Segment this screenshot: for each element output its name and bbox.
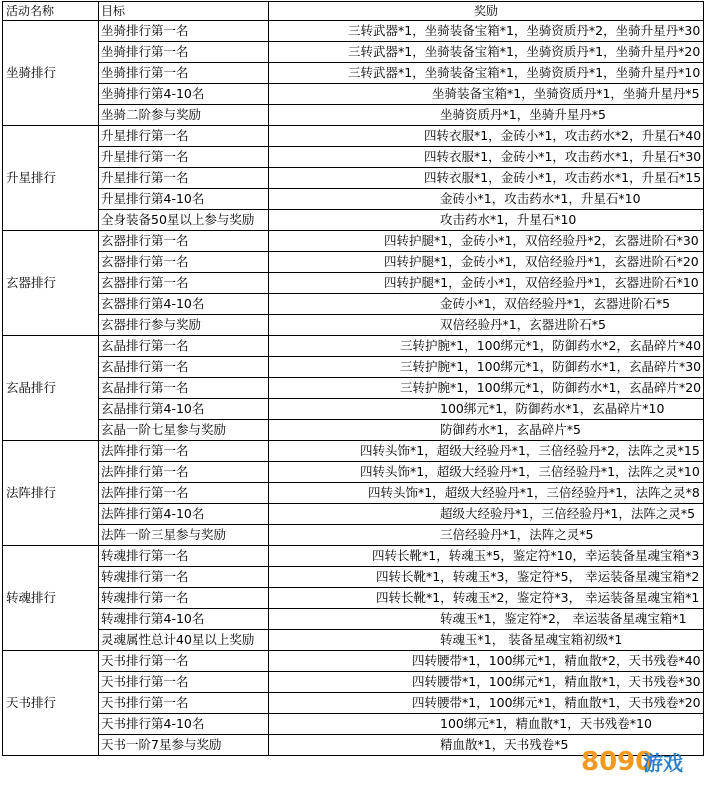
reward-cell: 防御药水*1，玄晶碎片*5: [269, 420, 704, 441]
target-cell: 玄器排行第一名: [99, 252, 269, 273]
table-row: [3, 630, 704, 651]
table-row: [3, 21, 704, 42]
target-cell: 法阵排行第4-10名: [99, 504, 269, 525]
table-row: [3, 378, 704, 399]
reward-cell: 四转头饰*1，超级大经验丹*1，三倍经验丹*2，法阵之灵*15: [269, 441, 704, 462]
target-cell: 天书一阶7星参与奖励: [99, 735, 269, 756]
reward-cell: 四转腰带*1，100绑元*1，精血散*2，天书残卷*40: [269, 651, 704, 672]
reward-cell: 100绑元*1，精血散*1，天书残卷*10: [269, 714, 704, 735]
header-activity: 活动名称: [3, 2, 99, 21]
reward-cell: 转魂玉*1， 装备星魂宝箱初级*1: [269, 630, 704, 651]
target-cell: 转魂排行第一名: [99, 567, 269, 588]
target-cell: 玄晶排行第4-10名: [99, 399, 269, 420]
reward-cell: 四转衣服*1，金砖小*1，攻击药水*2，升星石*40: [269, 126, 704, 147]
target-cell: 转魂排行第一名: [99, 588, 269, 609]
target-cell: 法阵排行第一名: [99, 441, 269, 462]
table-row: [3, 693, 704, 714]
reward-cell: 四转衣服*1，金砖小*1，攻击药水*1，升星石*30: [269, 147, 704, 168]
reward-cell: 四转长靴*1，转魂玉*3，鉴定符*5， 幸运装备星魂宝箱*2: [269, 567, 704, 588]
table-row: [3, 714, 704, 735]
reward-cell: 三转护腕*1，100绑元*1，防御药水*2，玄晶碎片*40: [269, 336, 704, 357]
reward-cell: 四转衣服*1，金砖小*1，攻击药水*1，升星石*15: [269, 168, 704, 189]
reward-cell: 金砖小*1，双倍经验丹*1，玄器进阶石*5: [269, 294, 704, 315]
reward-cell: 超级大经验丹*1，三倍经验丹*1，法阵之灵*5: [269, 504, 704, 525]
reward-cell: 四转长靴*1，转魂玉*2，鉴定符*3， 幸运装备星魂宝箱*1: [269, 588, 704, 609]
reward-cell: 四转长靴*1，转魂玉*5，鉴定符*10，幸运装备星魂宝箱*3: [269, 546, 704, 567]
target-cell: 升星排行第一名: [99, 147, 269, 168]
target-cell: 灵魂属性总计40星以上奖励: [99, 630, 269, 651]
table-row: [3, 189, 704, 210]
target-cell: 坐骑排行第一名: [99, 42, 269, 63]
reward-cell: 三转武器*1，坐骑装备宝箱*1，坐骑资质丹*1，坐骑升星丹*20: [269, 42, 704, 63]
header-target: 目标: [99, 2, 269, 21]
target-cell: 玄器排行参与奖励: [99, 315, 269, 336]
table-body: [3, 21, 704, 756]
reward-cell: 四转腰带*1，100绑元*1，精血散*1，天书残卷*20: [269, 693, 704, 714]
target-cell: 玄器排行第4-10名: [99, 294, 269, 315]
target-cell: 玄器排行第一名: [99, 231, 269, 252]
target-cell: 法阵排行第一名: [99, 483, 269, 504]
table-row: [3, 63, 704, 84]
target-cell: 坐骑排行第4-10名: [99, 84, 269, 105]
activity-name-cell: 坐骑排行: [3, 21, 99, 126]
activity-name-cell: 玄晶排行: [3, 336, 99, 441]
table-header-row: [3, 2, 704, 21]
table-row: [3, 210, 704, 231]
reward-cell: 三转武器*1，坐骑装备宝箱*1，坐骑资质丹*2，坐骑升星丹*30: [269, 21, 704, 42]
target-cell: 转魂排行第一名: [99, 546, 269, 567]
table-row: [3, 609, 704, 630]
reward-cell: 四转腰带*1，100绑元*1，精血散*1，天书残卷*30: [269, 672, 704, 693]
reward-cell: 双倍经验丹*1，玄器进阶石*5: [269, 315, 704, 336]
logo-label-text: 游戏: [643, 751, 683, 775]
table-row: [3, 126, 704, 147]
table-row: [3, 462, 704, 483]
table-row: [3, 315, 704, 336]
target-cell: 升星排行第一名: [99, 168, 269, 189]
table-row: [3, 504, 704, 525]
table-row: [3, 651, 704, 672]
table-row: [3, 294, 704, 315]
table-row: [3, 252, 704, 273]
activity-name-cell: 转魂排行: [3, 546, 99, 651]
8090-logo-icon: [579, 740, 689, 778]
table-row: [3, 567, 704, 588]
target-cell: 坐骑排行第一名: [99, 63, 269, 84]
table-row: [3, 84, 704, 105]
target-cell: 坐骑排行第一名: [99, 21, 269, 42]
table-row: [3, 588, 704, 609]
reward-cell: 精血散*1，天书残卷*5: [269, 735, 704, 756]
header-reward: 奖励: [269, 2, 704, 21]
target-cell: 天书排行第一名: [99, 672, 269, 693]
table-row: [3, 168, 704, 189]
table-row: [3, 357, 704, 378]
reward-cell: 三转护腕*1，100绑元*1，防御药水*1，玄晶碎片*20: [269, 378, 704, 399]
target-cell: 全身装备50星以上参与奖励: [99, 210, 269, 231]
target-cell: 法阵排行第一名: [99, 462, 269, 483]
reward-cell: 四转护腿*1，金砖小*1，双倍经验丹*1，玄器进阶石*10: [269, 273, 704, 294]
table-row: [3, 672, 704, 693]
target-cell: 玄晶一阶七星参与奖励: [99, 420, 269, 441]
reward-cell: 四转护腿*1，金砖小*1，双倍经验丹*2，玄器进阶石*30: [269, 231, 704, 252]
table-row: [3, 336, 704, 357]
target-cell: 坐骑二阶参与奖励: [99, 105, 269, 126]
target-cell: 玄晶排行第一名: [99, 336, 269, 357]
activity-name-cell: 升星排行: [3, 126, 99, 231]
reward-cell: 转魂玉*1，鉴定符*2， 幸运装备星魂宝箱*1: [269, 609, 704, 630]
reward-cell: 四转护腿*1，金砖小*1，双倍经验丹*1，玄器进阶石*20: [269, 252, 704, 273]
target-cell: 天书排行第一名: [99, 651, 269, 672]
reward-cell: 攻击药水*1，升星石*10: [269, 210, 704, 231]
reward-cell: 坐骑装备宝箱*1，坐骑资质丹*1，坐骑升星丹*5: [269, 84, 704, 105]
target-cell: 玄晶排行第一名: [99, 378, 269, 399]
activity-name-cell: 天书排行: [3, 651, 99, 756]
table-row: [3, 105, 704, 126]
target-cell: 玄器排行第一名: [99, 273, 269, 294]
table-row: [3, 42, 704, 63]
reward-table-wrapper: [2, 1, 704, 756]
activity-name-cell: 法阵排行: [3, 441, 99, 546]
reward-cell: 100绑元*1，防御药水*1，玄晶碎片*10: [269, 399, 704, 420]
table-row: [3, 546, 704, 567]
target-cell: 玄晶排行第一名: [99, 357, 269, 378]
reward-cell: 四转头饰*1，超级大经验丹*1，三倍经验丹*1，法阵之灵*10: [269, 462, 704, 483]
target-cell: 天书排行第一名: [99, 693, 269, 714]
reward-cell: 三转武器*1，坐骑装备宝箱*1，坐骑资质丹*1，坐骑升星丹*10: [269, 63, 704, 84]
reward-cell: 三倍经验丹*1，法阵之灵*5: [269, 525, 704, 546]
table-row: [3, 147, 704, 168]
table-row: [3, 399, 704, 420]
table-row: [3, 231, 704, 252]
logo-number-text: 8090: [581, 747, 654, 777]
activity-name-cell: 玄器排行: [3, 231, 99, 336]
table-row: [3, 420, 704, 441]
reward-table: [2, 1, 704, 756]
reward-cell: 坐骑资质丹*1，坐骑升星丹*5: [269, 105, 704, 126]
target-cell: 转魂排行第4-10名: [99, 609, 269, 630]
target-cell: 升星排行第4-10名: [99, 189, 269, 210]
target-cell: 天书排行第4-10名: [99, 714, 269, 735]
reward-cell: 三转护腕*1，100绑元*1，防御药水*1，玄晶碎片*30: [269, 357, 704, 378]
reward-cell: 四转头饰*1，超级大经验丹*1，三倍经验丹*1，法阵之灵*8: [269, 483, 704, 504]
table-row: [3, 483, 704, 504]
table-row: [3, 441, 704, 462]
table-row: [3, 273, 704, 294]
target-cell: 升星排行第一名: [99, 126, 269, 147]
target-cell: 法阵一阶三星参与奖励: [99, 525, 269, 546]
reward-cell: 金砖小*1，攻击药水*1，升星石*10: [269, 189, 704, 210]
table-row: [3, 525, 704, 546]
